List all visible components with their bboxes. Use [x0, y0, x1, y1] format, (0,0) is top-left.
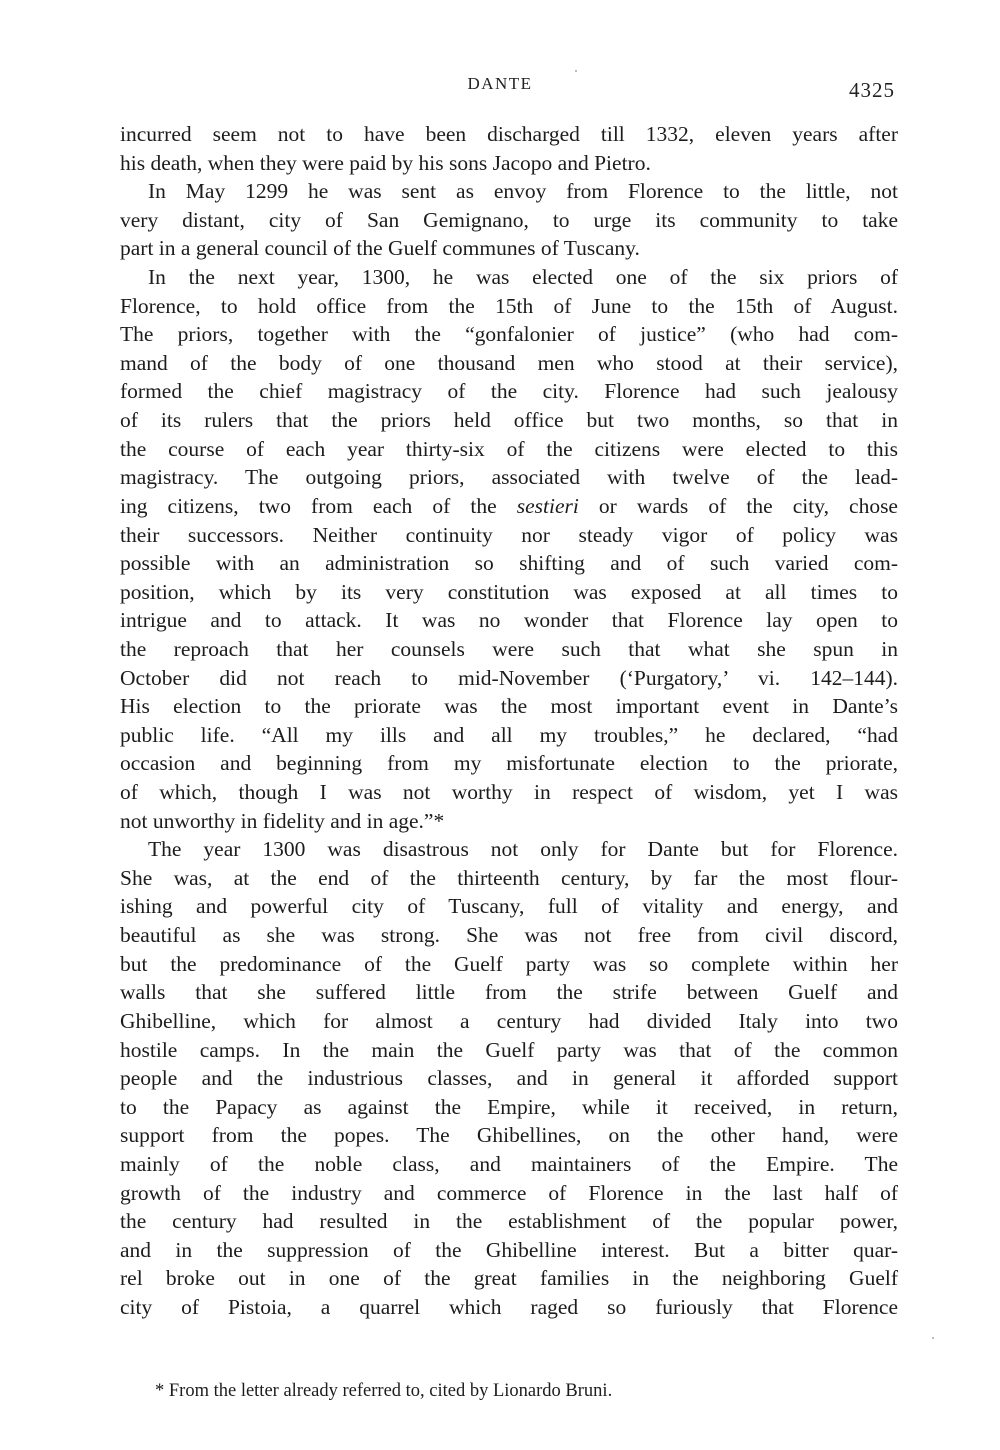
text-line: In May 1299 he was sent as envoy from Florence to the little, not — [148, 179, 898, 204]
text-line: She was, at the end of the thirteenth century, by far the most flour- — [120, 865, 898, 890]
text-line: position, which by its very constitution was exposed at all times to — [120, 579, 898, 604]
scan-speck — [575, 70, 577, 72]
text-line: Ghibelline, which for almost a century had divided Italy into two — [120, 1008, 898, 1033]
text-line: Florence, to hold office from the 15th of June to the 15th of August. — [120, 293, 898, 318]
text-line: the century had resulted in the establishment of the popular power, — [120, 1209, 898, 1234]
text-line: but the predominance of the Guelf party was so complete within her — [120, 951, 898, 976]
text-line: very distant, city of San Gemignano, to urge its community to take — [120, 207, 898, 232]
text-line: people and the industrious classes, and in general it afforded support — [120, 1066, 898, 1091]
text-line: formed the chief magistracy of the city. Florence had such jealousy — [120, 379, 898, 404]
body-text — [120, 120, 898, 1322]
text-line: growth of the industry and commerce of Florence in the last half of — [120, 1180, 898, 1205]
text-line: support from the popes. The Ghibellines, on the other hand, were — [120, 1123, 898, 1148]
text-line: city of Pistoia, a quarrel which raged so furiously that Florence — [120, 1294, 898, 1319]
text-line — [120, 492, 898, 521]
footnote: * From the letter already referred to, cited by Lionardo Bruni. — [155, 1381, 613, 1401]
text-line: magistracy. The outgoing priors, associated with twelve of the lead- — [120, 465, 898, 490]
page-number: 4325 — [849, 78, 895, 102]
text-line: intrigue and to attack. It was no wonder that Florence lay open to — [120, 608, 898, 633]
text-line: rel broke out in one of the great families in the neighboring Guelf — [120, 1266, 898, 1291]
text-line: walls that she suffered little from the strife between Guelf and — [120, 980, 898, 1005]
text-line: In the next year, 1300, he was elected one of the six priors of — [148, 265, 898, 290]
text-line: to the Papacy as against the Empire, while it received, in return, — [120, 1094, 898, 1119]
text-line: his death, when they were paid by his sons Jacopo and Pietro. — [120, 150, 651, 175]
text-line: incurred seem not to have been discharged till 1332, eleven years after — [120, 122, 898, 146]
text-line: public life. “All my ills and all my troubles,” he declared, “had — [120, 722, 898, 747]
italic-term: sestieri — [516, 493, 579, 518]
text-line: October did not reach to mid-November (‘Purgatory,’ vi. 142–144). — [120, 665, 898, 690]
text-line: the course of each year thirty-six of the citizens were elected to this — [120, 436, 898, 461]
text-line: The year 1300 was disastrous not only for Dante but for Florence. — [148, 837, 898, 862]
text-line: The priors, together with the “gonfalonier of justice” (who had com- — [120, 322, 898, 347]
text-line: not unworthy in fidelity and in age.”* — [120, 808, 445, 833]
text-segment: or wards of the city, chose — [578, 493, 898, 518]
text-line: mainly of the noble class, and maintainers of the Empire. The — [120, 1151, 898, 1176]
text-line: His election to the priorate was the most important event in Dante’s — [120, 694, 898, 719]
text-line: of which, though I was not worthy in respect of wisdom, yet I was — [120, 780, 898, 805]
text-line: and in the suppression of the Ghibelline interest. But a bitter quar- — [120, 1237, 898, 1262]
scan-speck — [932, 1337, 934, 1339]
text-line: ishing and powerful city of Tuscany, full of vitality and energy, and — [120, 894, 898, 919]
running-title: DANTE — [467, 74, 533, 93]
text-line: part in a general council of the Guelf communes of Tuscany. — [120, 236, 640, 261]
text-segment: ing citizens, two from each of the — [120, 493, 517, 518]
text-line: hostile camps. In the main the Guelf party was that of the common — [120, 1037, 898, 1062]
text-line: mand of the body of one thousand men who stood at their service), — [120, 350, 898, 375]
text-line: of its rulers that the priors held office but two months, so that in — [120, 408, 898, 433]
text-line: their successors. Neither continuity nor steady vigor of policy was — [120, 522, 898, 547]
text-line: possible with an administration so shifting and of such varied com- — [120, 551, 898, 576]
text-line: the reproach that her counsels were such that what she spun in — [120, 636, 898, 661]
text-line: beautiful as she was strong. She was not free from civil discord, — [120, 923, 898, 948]
text-line: occasion and beginning from my misfortunate election to the priorate, — [120, 751, 898, 776]
